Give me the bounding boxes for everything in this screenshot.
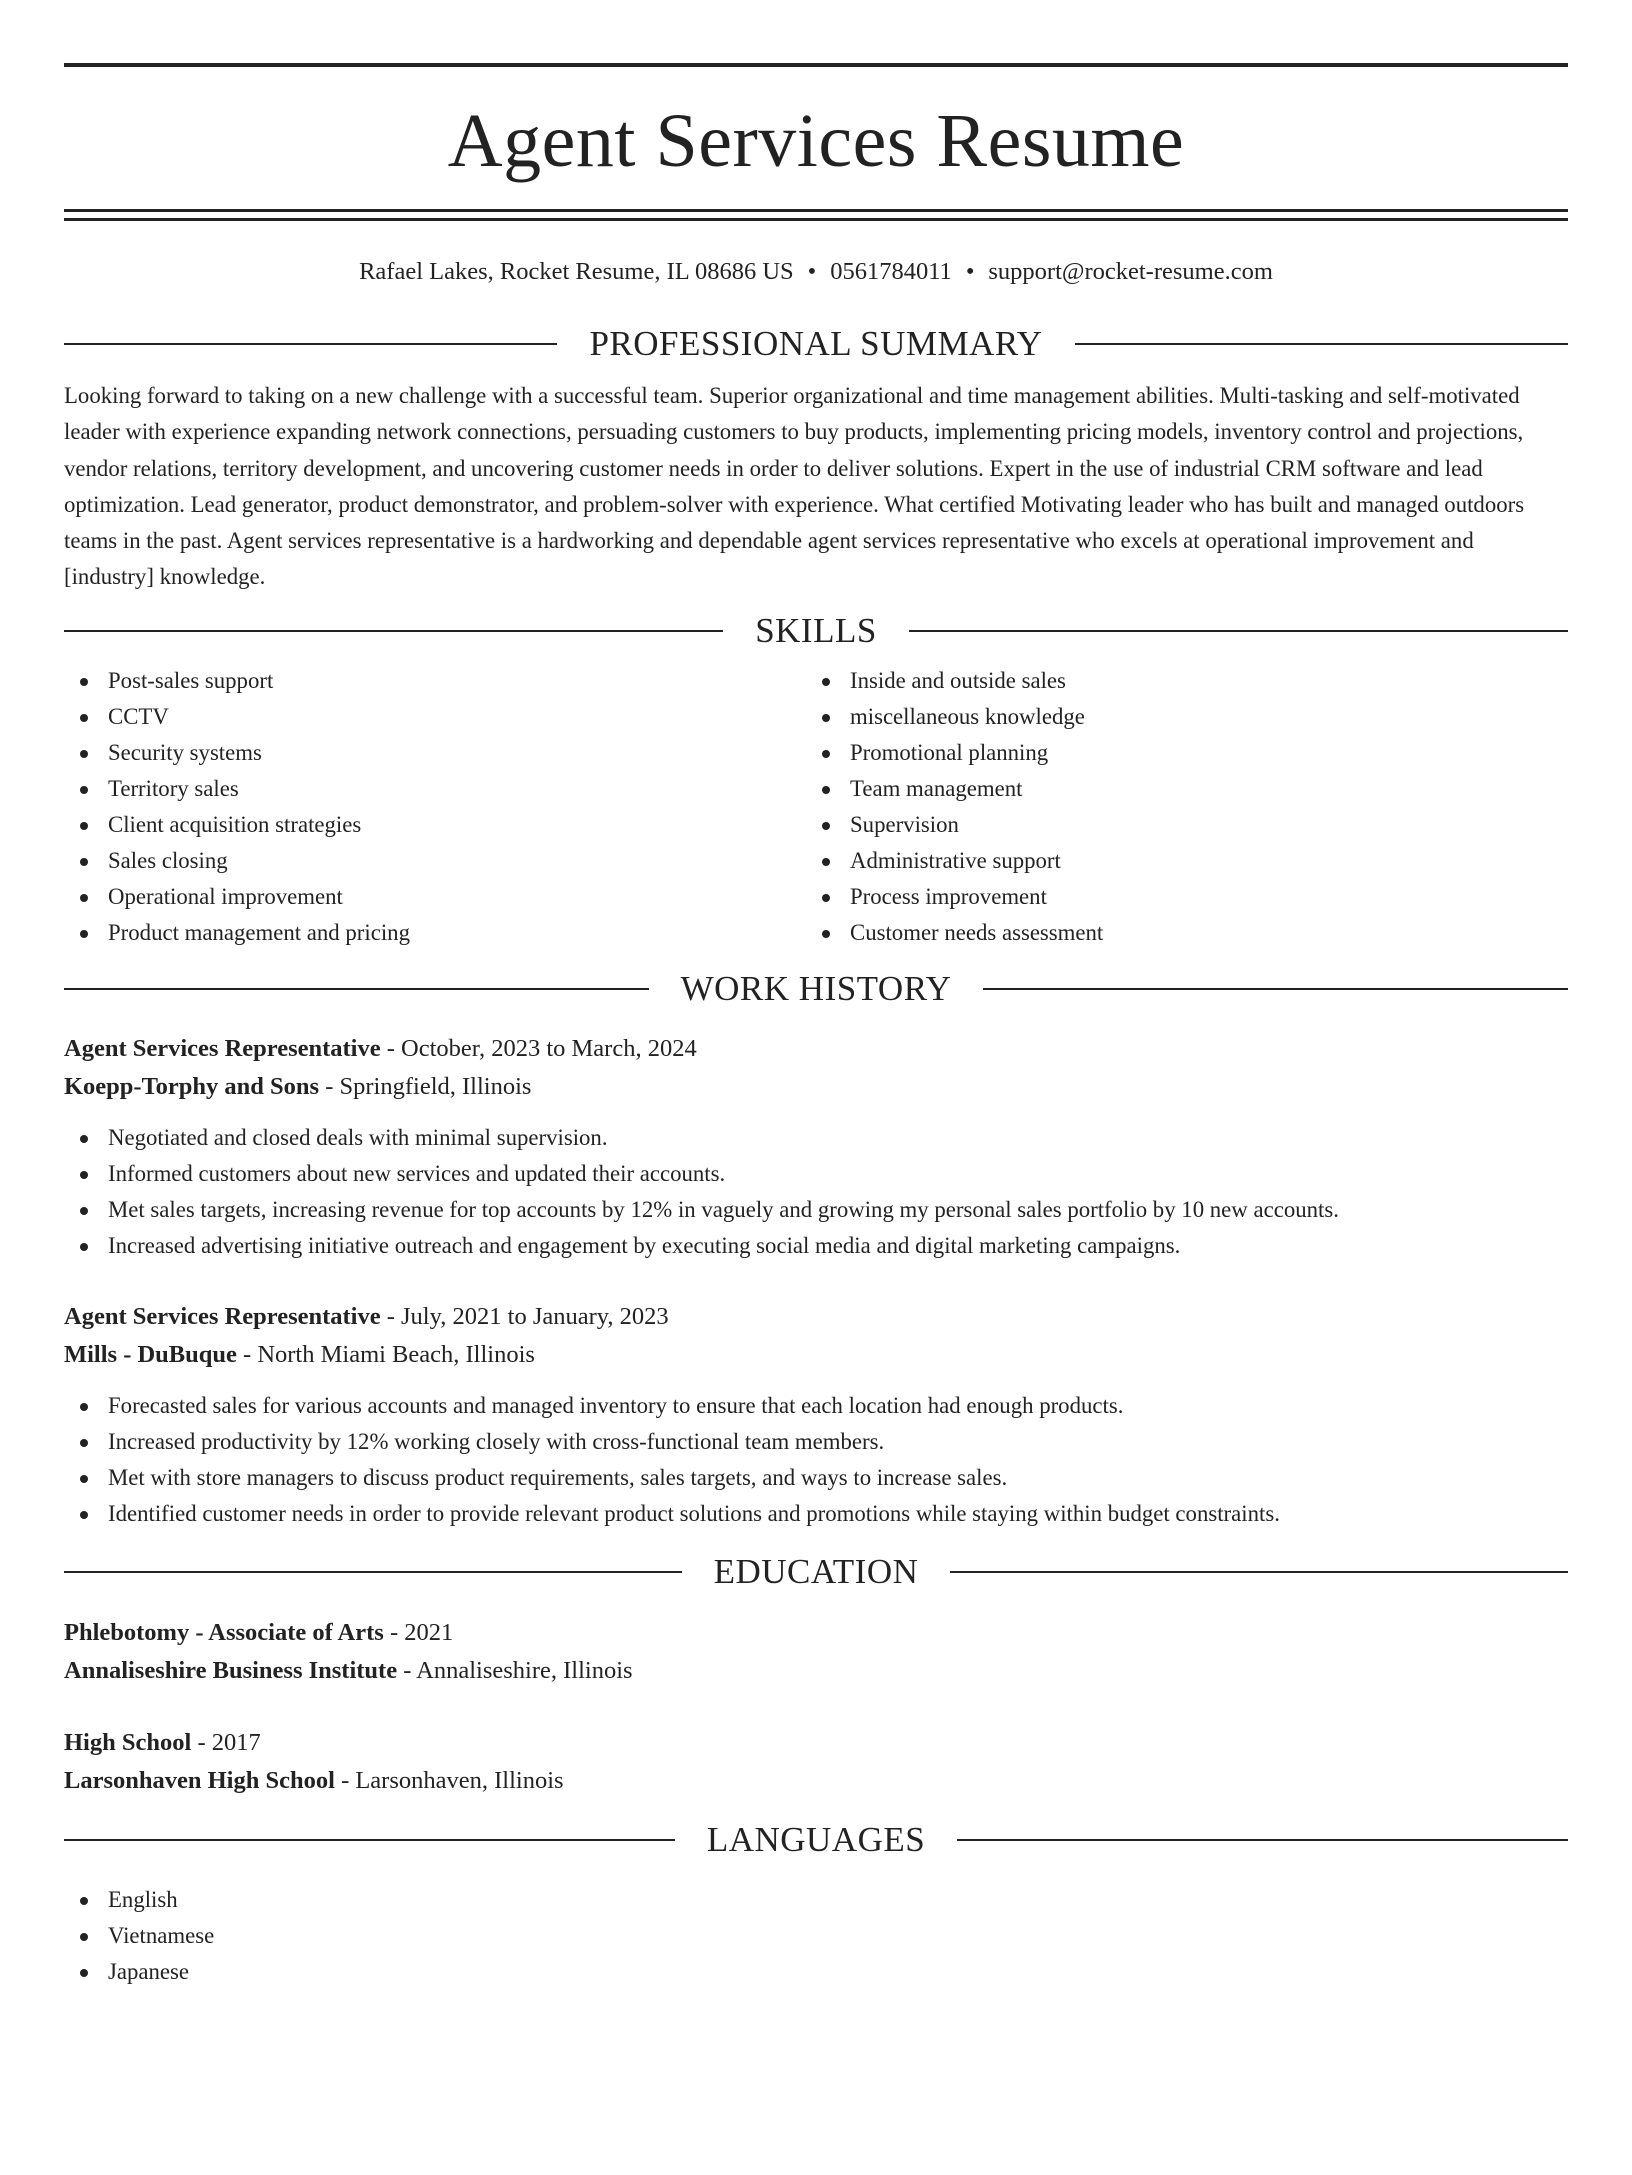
job-bullet: Identified customer needs in order to provide relevant product solutions and promotions while staying within budget constraints. <box>64 1496 1568 1532</box>
section-rule-left <box>64 1839 675 1841</box>
education-school: Annaliseshire Business Institute <box>64 1656 398 1684</box>
contact-phone: 0561784011 <box>830 258 952 285</box>
job-location: - North Miami Beach, Illinois <box>236 1340 535 1368</box>
job-entry <box>64 1298 1568 1532</box>
job-location: - Springfield, Illinois <box>319 1072 532 1100</box>
contact-separator: • <box>965 258 975 285</box>
education-degree: High School <box>64 1728 192 1756</box>
section-rule-right <box>1075 343 1568 345</box>
language-item: English <box>64 1882 1568 1918</box>
education-school-line <box>64 1762 1568 1800</box>
contact-address: Rafael Lakes, Rocket Resume, IL 08686 US <box>359 258 794 285</box>
section-rule-right <box>909 630 1568 632</box>
resume-page <box>0 63 1632 2175</box>
education-entry <box>64 1614 1568 1690</box>
skills-section-header <box>64 611 1568 651</box>
skills-list <box>64 663 1568 951</box>
skill-item: Post-sales support <box>64 663 806 699</box>
job-bullet: Informed customers about new services and updated their accounts. <box>64 1156 1568 1192</box>
contact-line <box>64 257 1568 287</box>
skill-item: CCTV <box>64 699 806 735</box>
language-item: Japanese <box>64 1954 1568 1990</box>
section-rule-right <box>983 988 1568 990</box>
summary-heading: PROFESSIONAL SUMMARY <box>589 324 1043 363</box>
education-year: - 2021 <box>383 1618 454 1646</box>
skill-item: Security systems <box>64 735 806 771</box>
job-entry <box>64 1030 1568 1264</box>
skill-item: Supervision <box>806 807 1548 843</box>
education-section-header <box>64 1552 1568 1592</box>
skills-column-right <box>806 663 1548 951</box>
job-bullet: Negotiated and closed deals with minimal supervision. <box>64 1120 1568 1156</box>
job-dates: - July, 2021 to January, 2023 <box>380 1302 669 1330</box>
education-location: - Annaliseshire, Illinois <box>397 1656 633 1684</box>
section-rule-left <box>64 343 557 345</box>
skill-item: Sales closing <box>64 843 806 879</box>
education-entry <box>64 1724 1568 1800</box>
job-bullets <box>64 1388 1568 1532</box>
job-company: Koepp-Torphy and Sons <box>64 1072 320 1100</box>
skill-item: Operational improvement <box>64 879 806 915</box>
work-section-header <box>64 969 1568 1009</box>
contact-email: support@rocket-resume.com <box>988 258 1273 285</box>
job-bullet: Increased productivity by 12% working closely with cross-functional team members. <box>64 1424 1568 1460</box>
section-rule-left <box>64 1571 682 1573</box>
top-rule <box>64 63 1568 67</box>
skill-item: Process improvement <box>806 879 1548 915</box>
job-bullet: Forecasted sales for various accounts and managed inventory to ensure that each location had enough products. <box>64 1388 1568 1424</box>
resume-title: Agent Services Resume <box>447 99 1185 183</box>
skill-item: Team management <box>806 771 1548 807</box>
job-title: Agent Services Representative <box>64 1302 381 1330</box>
skill-item: Promotional planning <box>806 735 1548 771</box>
skill-item: Product management and pricing <box>64 915 806 951</box>
job-company-line <box>64 1068 1568 1106</box>
section-rule-left <box>64 988 649 990</box>
education-location: - Larsonhaven, Illinois <box>334 1766 564 1794</box>
job-bullet: Met with store managers to discuss product requirements, sales targets, and ways to increase sales. <box>64 1460 1568 1496</box>
section-rule-right <box>950 1571 1568 1573</box>
education-degree: Phlebotomy - Associate of Arts <box>64 1618 384 1646</box>
skills-heading: SKILLS <box>755 610 877 650</box>
job-bullet: Met sales targets, increasing revenue for top accounts by 12% in vaguely and growing my personal sales portfolio by 10 new accounts. <box>64 1192 1568 1228</box>
skill-item: miscellaneous knowledge <box>806 699 1548 735</box>
education-heading: EDUCATION <box>713 1551 919 1591</box>
job-title-line <box>64 1298 1568 1336</box>
title-double-rule <box>64 209 1568 221</box>
job-company-line <box>64 1336 1568 1374</box>
language-item: Vietnamese <box>64 1918 1568 1954</box>
work-heading: WORK HISTORY <box>680 968 952 1008</box>
section-rule-left <box>64 630 723 632</box>
education-degree-line <box>64 1724 1568 1762</box>
job-title-line <box>64 1030 1568 1068</box>
languages-section-header <box>64 1820 1568 1860</box>
summary-section-header <box>64 324 1568 364</box>
job-company: Mills - DuBuque <box>64 1340 237 1368</box>
skill-item: Inside and outside sales <box>806 663 1548 699</box>
job-bullets <box>64 1120 1568 1264</box>
education-school-line <box>64 1652 1568 1690</box>
skill-item: Administrative support <box>806 843 1548 879</box>
summary-text: Looking forward to taking on a new challenge with a successful team. Superior organizational and time management abilities. Multi-tasking and self-motivated leader with experience expanding network connections, persuading customers to buy products, implementing pricing models, inventory control and projections, vendor relations, territory development, and uncovering customer needs in order to deliver solutions. Expert in the use of industrial CRM software and lead optimization. Lead generator, product demonstrator, and problem-solver with experience. What certified Motivating leader who has built and managed outdoors teams in the past. Agent services representative is a hardworking and dependable agent services representative who excels at operational improvement and [industry] knowledge. <box>64 383 1525 590</box>
job-title: Agent Services Representative <box>64 1034 381 1062</box>
contact-separator: • <box>807 258 817 285</box>
skills-column-left <box>64 663 806 951</box>
job-dates: - October, 2023 to March, 2024 <box>380 1034 697 1062</box>
languages-heading: LANGUAGES <box>706 1819 926 1859</box>
education-year: - 2017 <box>191 1728 261 1756</box>
education-degree-line <box>64 1614 1568 1652</box>
languages-list <box>64 1882 1568 1990</box>
education-school: Larsonhaven High School <box>64 1766 335 1794</box>
job-bullet: Increased advertising initiative outreach and engagement by executing social media and digital marketing campaigns. <box>64 1228 1568 1264</box>
skill-item: Territory sales <box>64 771 806 807</box>
skill-item: Client acquisition strategies <box>64 807 806 843</box>
section-rule-right <box>957 1839 1568 1841</box>
skill-item: Customer needs assessment <box>806 915 1548 951</box>
